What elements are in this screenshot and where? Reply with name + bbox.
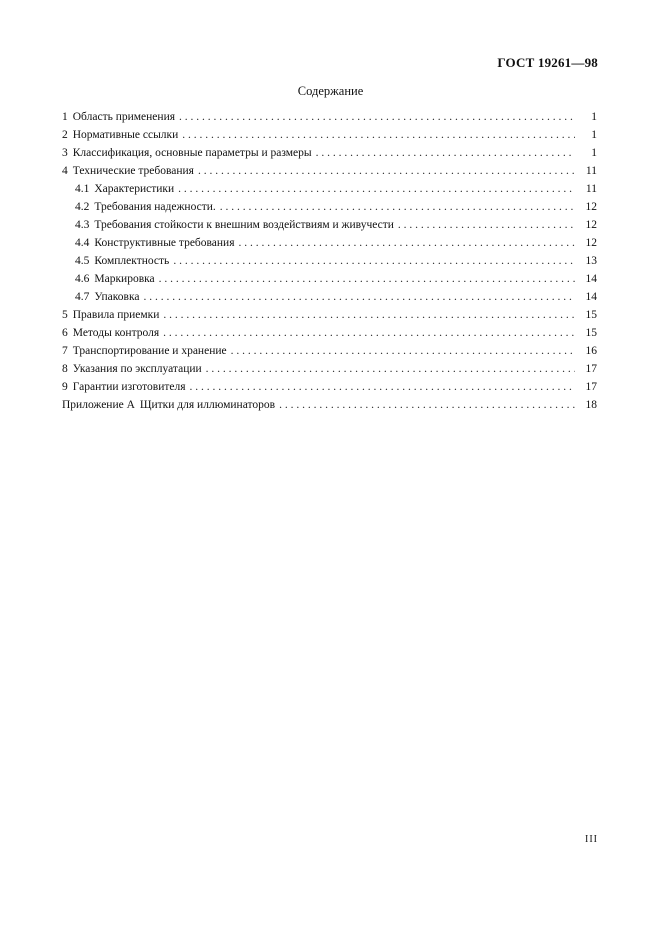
page-number: III <box>585 834 598 845</box>
toc-entry-page: 15 <box>585 327 597 339</box>
toc-entry-number: 4.6 <box>75 273 90 285</box>
toc-leader-dots <box>231 342 575 360</box>
toc-entry-label: Гарантии изготовителя <box>72 381 186 393</box>
toc-entry-page: 1 <box>591 129 597 141</box>
toc-entry-number: 9 <box>62 381 68 393</box>
toc-subentry[interactable] <box>62 252 597 270</box>
toc-entry-label: Методы контроля <box>72 327 160 339</box>
toc-leader-dots <box>198 162 575 180</box>
toc-entry-page: 14 <box>585 273 597 285</box>
toc-entry[interactable] <box>62 162 597 180</box>
toc-leader-dots <box>178 180 575 198</box>
toc-entry-page: 17 <box>585 363 597 375</box>
document-code: ГОСТ 19261—98 <box>497 55 598 70</box>
toc-entry[interactable] <box>62 342 597 360</box>
toc-subentry[interactable] <box>62 216 597 234</box>
toc-entry-page: 11 <box>585 165 597 177</box>
toc-entry-label: Требования стойкости к внешним воздействиям и живучести <box>94 219 394 231</box>
toc-entry-page: 12 <box>585 201 597 213</box>
toc-entry-label: Транспортирование и хранение <box>72 345 227 357</box>
toc-entry[interactable] <box>62 378 597 396</box>
toc-entry-label: Требования надежности. <box>94 201 216 213</box>
toc-entry[interactable] <box>62 306 597 324</box>
toc-entry-label: Указания по эксплуатации <box>72 363 202 375</box>
toc-entry-label: Технические требования <box>72 165 194 177</box>
toc-entry-number: 5 <box>62 309 68 321</box>
toc-entry-page: 11 <box>585 183 597 195</box>
toc-leader-dots <box>220 198 575 216</box>
toc-entry-label: Конструктивные требования <box>94 237 235 249</box>
toc-entry-number: 4.1 <box>75 183 90 195</box>
toc-entry-label: Маркировка <box>94 273 155 285</box>
toc-entry-number: 7 <box>62 345 68 357</box>
toc-leader-dots <box>190 378 575 396</box>
toc-entry[interactable] <box>62 144 597 162</box>
toc-entry[interactable] <box>62 108 597 126</box>
toc-entry-number: 6 <box>62 327 68 339</box>
toc-entry-number: 4.3 <box>75 219 90 231</box>
toc-entry[interactable] <box>62 324 597 342</box>
toc-leader-dots <box>206 360 575 378</box>
toc-entry-page: 14 <box>585 291 597 303</box>
toc-entry-number: Приложение А <box>62 399 135 411</box>
toc-leader-dots <box>163 324 575 342</box>
toc-leader-dots <box>398 216 575 234</box>
toc-entry-number: 2 <box>62 129 68 141</box>
toc-entry[interactable] <box>62 360 597 378</box>
toc-entry-label: Классификация, основные параметры и размеры <box>72 147 312 159</box>
toc-entry[interactable] <box>62 126 597 144</box>
toc-entry-number: 4 <box>62 165 68 177</box>
toc-entry-label: Нормативные ссылки <box>72 129 179 141</box>
toc-entry-page: 15 <box>585 309 597 321</box>
toc-entry-label: Правила приемки <box>72 309 160 321</box>
toc-entry-label: Упаковка <box>94 291 140 303</box>
toc-entry-number: 3 <box>62 147 68 159</box>
toc-subentry[interactable] <box>62 180 597 198</box>
toc-title: Содержание <box>297 84 364 98</box>
toc-entry-page: 12 <box>585 219 597 231</box>
toc-leader-dots <box>316 144 575 162</box>
toc-leader-dots <box>179 108 575 126</box>
toc-leader-dots <box>159 270 575 288</box>
toc-appendix-entry[interactable] <box>62 396 597 414</box>
toc-entry-page: 1 <box>591 111 597 123</box>
toc-subentry[interactable] <box>62 288 597 306</box>
toc-leader-dots <box>173 252 575 270</box>
toc-entry-page: 17 <box>585 381 597 393</box>
toc-entry-label: Характеристики <box>94 183 175 195</box>
toc-entry-number: 1 <box>62 111 68 123</box>
toc-entry-page: 12 <box>585 237 597 249</box>
toc-leader-dots <box>163 306 575 324</box>
toc-subentry[interactable] <box>62 270 597 288</box>
toc-entry-number: 8 <box>62 363 68 375</box>
toc-entry-number: 4.2 <box>75 201 90 213</box>
toc-entry-page: 1 <box>591 147 597 159</box>
toc-leader-dots <box>239 234 575 252</box>
toc-entry-label: Щитки для иллюминаторов <box>139 399 276 411</box>
toc-entry-number: 4.5 <box>75 255 90 267</box>
toc-entry-number: 4.4 <box>75 237 90 249</box>
toc-entry-page: 16 <box>585 345 597 357</box>
toc-entry-number: 4.7 <box>75 291 90 303</box>
toc-leader-dots <box>143 288 575 306</box>
table-of-contents <box>62 108 597 414</box>
toc-entry-label: Комплектность <box>94 255 170 267</box>
toc-subentry[interactable] <box>62 234 597 252</box>
toc-leader-dots <box>279 396 575 414</box>
toc-leader-dots <box>182 126 575 144</box>
toc-subentry[interactable] <box>62 198 597 216</box>
toc-entry-label: Область применения <box>72 111 176 123</box>
toc-entry-page: 13 <box>585 255 597 267</box>
toc-entry-page: 18 <box>585 399 597 411</box>
